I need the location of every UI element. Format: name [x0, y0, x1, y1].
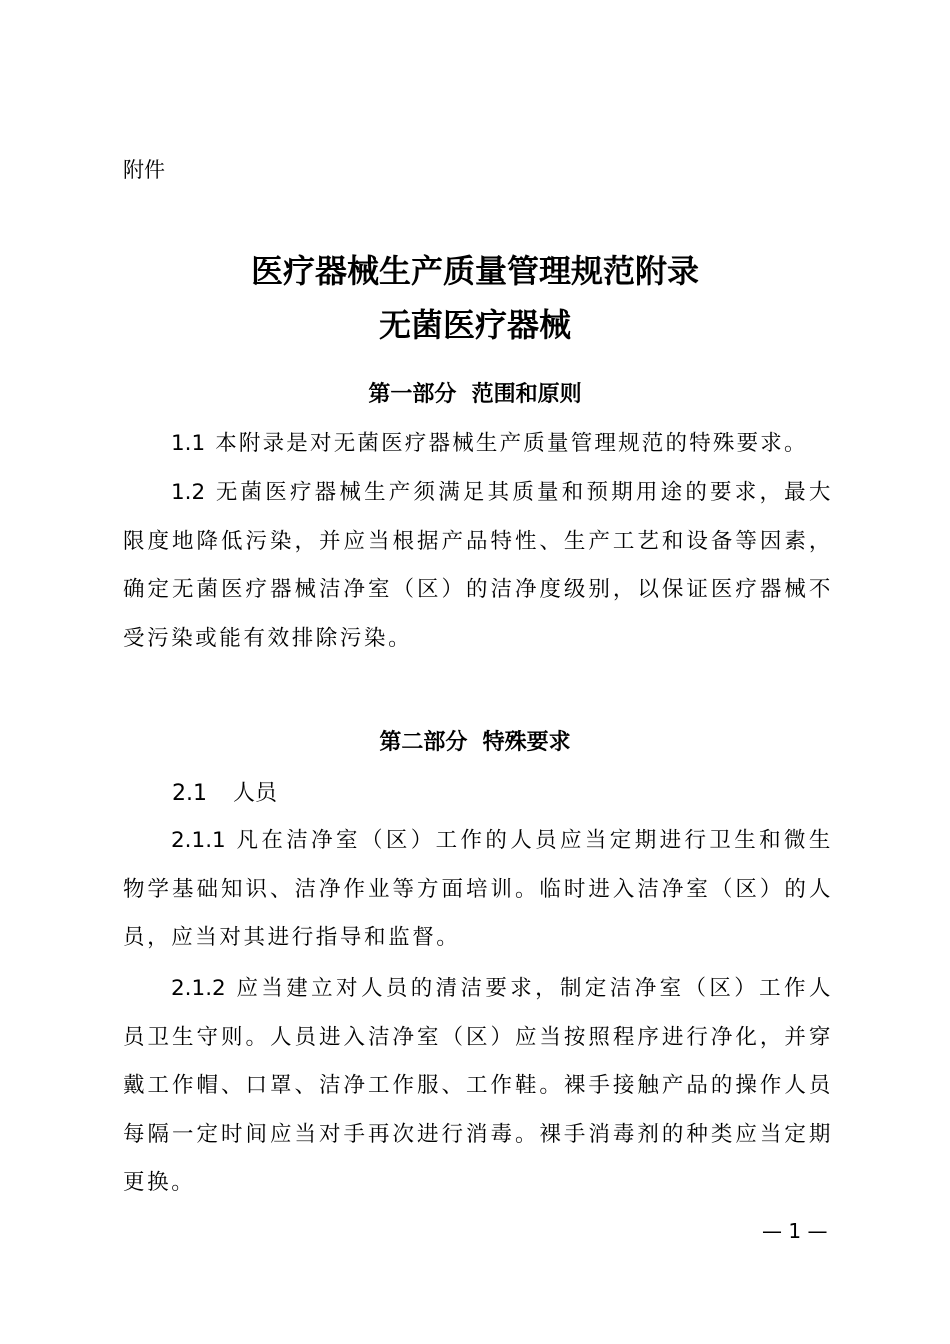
paragraph-number: 1.1 — [171, 431, 206, 456]
document-title-line2: 无菌医疗器械 — [378, 306, 571, 344]
paragraph-text: 本附录是对无菌医疗器械生产质量管理规范的特殊要求。 — [215, 431, 808, 456]
paragraph-text: 应当建立对人员的清洁要求，制定洁净室（区）工作人员卫生守则。人员进入洁净室（区）应当按照程序进行净化，并穿戴工作帽、口罩、洁净工作服、工作鞋。裸手接触产品的操作人员每隔一定时间应当对手再次进行消毒。裸手消毒剂的种类应当定期更换。 — [123, 976, 833, 1195]
attachment-label: 附件 — [123, 158, 165, 182]
paragraph-2-1-1 — [123, 817, 833, 963]
paragraph-2-1-2 — [123, 965, 833, 1208]
paragraph-number: 2.1.1 — [171, 828, 226, 853]
section-2-1-heading — [172, 776, 277, 807]
paragraph-number: 1.2 — [171, 480, 206, 505]
page-number: — 1 — — [762, 1219, 828, 1243]
document-title-line1: 医疗器械生产质量管理规范附录 — [250, 252, 699, 290]
paragraph-text: 无菌医疗器械生产须满足其质量和预期用途的要求，最大限度地降低污染，并应当根据产品特性、生产工艺和设备等因素，确定无菌医疗器械洁净室（区）的洁净度级别，以保证医疗器械不受污染或能有效排除污染。 — [123, 480, 833, 651]
section-title: 人员 — [233, 781, 278, 806]
paragraph-1-1 — [123, 420, 833, 469]
part2-heading: 第二部分 特殊要求 — [379, 729, 571, 755]
paragraph-text: 凡在洁净室（区）工作的人员应当定期进行卫生和微生物学基础知识、洁净作业等方面培训。临时进入洁净室（区）的人员，应当对其进行指导和监督。 — [123, 828, 833, 950]
part1-heading: 第一部分 范围和原则 — [368, 381, 582, 407]
paragraph-1-2 — [123, 469, 833, 663]
paragraph-number: 2.1.2 — [171, 976, 226, 1001]
section-number: 2.1 — [172, 781, 207, 806]
